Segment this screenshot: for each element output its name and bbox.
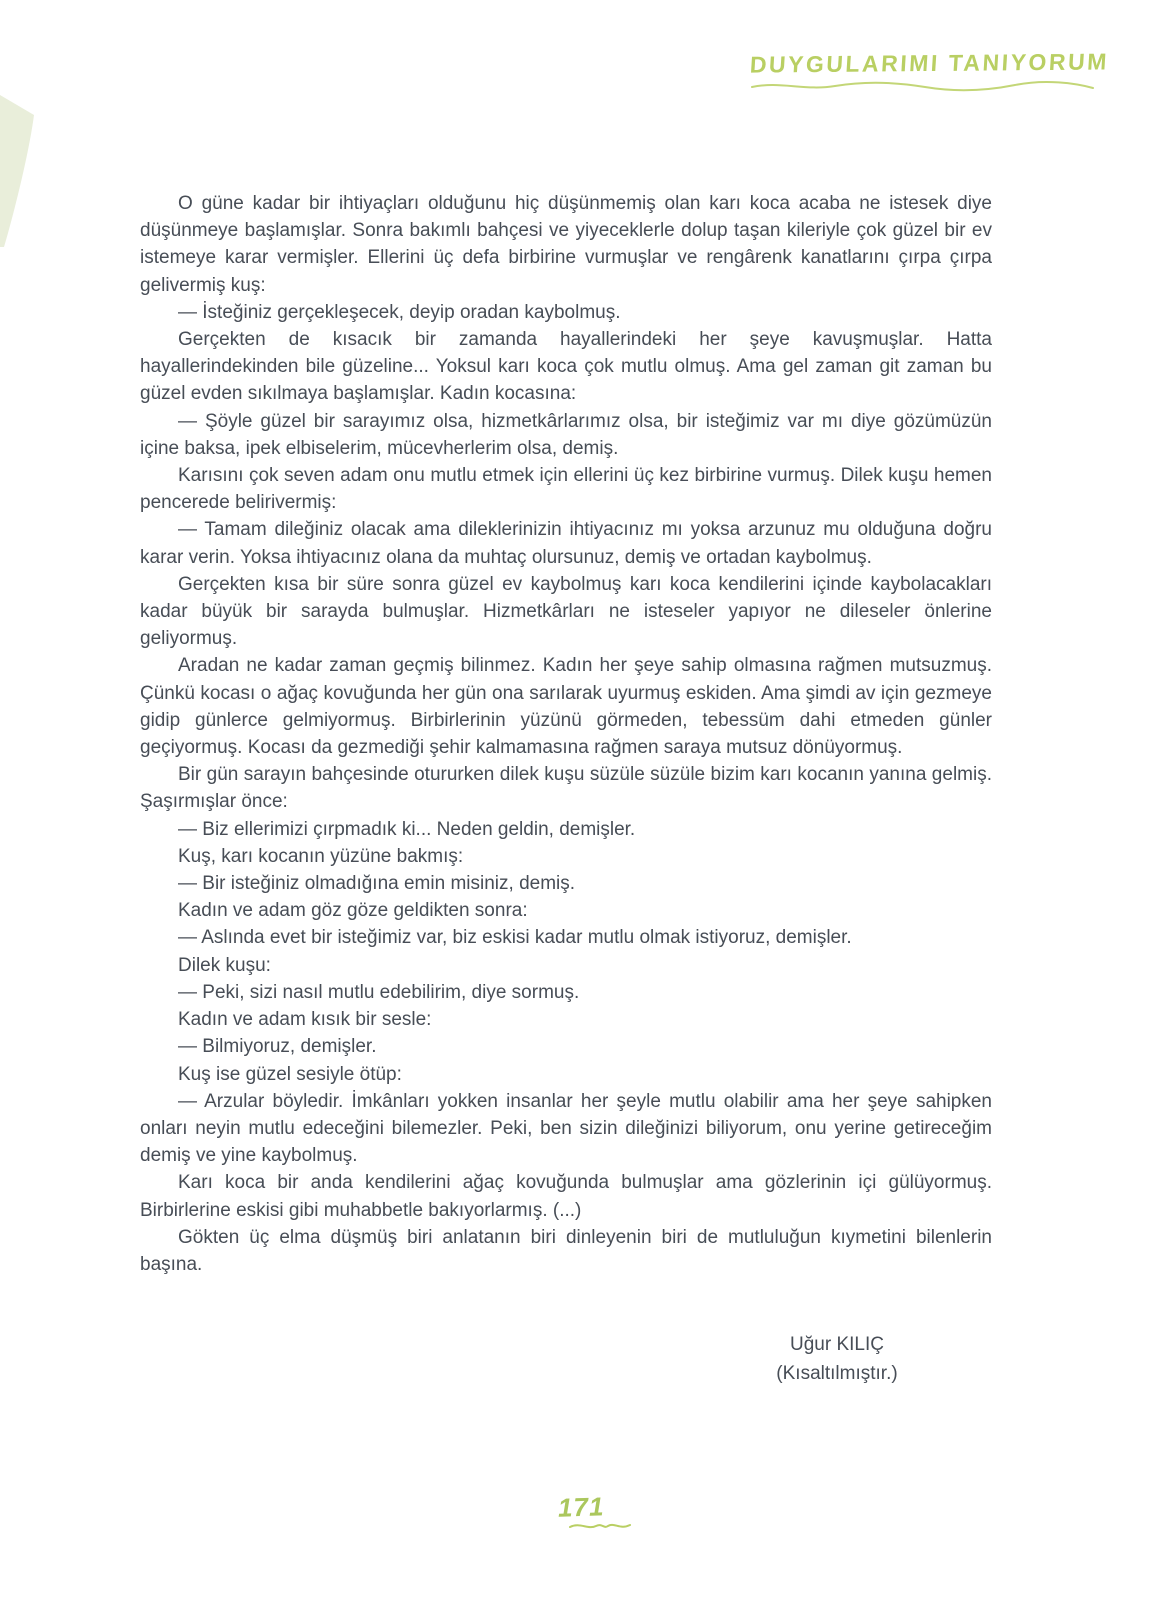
story-body — [140, 190, 992, 1278]
story-paragraph: — Aslında evet bir isteğimiz var, biz eskisi kadar mutlu olmak istiyoruz, demişler. — [178, 927, 852, 949]
story-paragraph: O güne kadar bir ihtiyaçları olduğunu hiç düşünmemiş olan karı koca acaba ne istesek diye düşünmeye başlamışlar. Sonra bakımlı bahçesi ve yiyeceklerle dolup taşan kileriyle çok güzel bir ev istemeye karar vermişler. Ellerini üç defa birbirine vurmuşlar ve rengârenk kanatlarını çırpa çırpa gelivermiş kuş: — [140, 193, 992, 296]
page-edge-decoration — [0, 95, 36, 247]
story-paragraph: Karısını çok seven adam onu mutlu etmek için ellerini üç kez birbirine vurmuş. Dilek kuşu hemen pencerede belirivermiş: — [140, 465, 992, 514]
author-name: Uğur KILIÇ — [790, 1334, 884, 1356]
story-paragraph: Kadın ve adam kısık bir sesle: — [178, 1009, 432, 1031]
page-number: 171 — [557, 1491, 606, 1523]
story-paragraph: — Tamam dileğiniz olacak ama dileklerinizin ihtiyacınız mı yoksa arzunuz mu olduğuna doğru karar verin. Yoksa ihtiyacınız olana da muhtaç olursunuz, demiş ve ortadan kaybolmuş. — [140, 519, 992, 568]
story-paragraph: Kuş ise güzel sesiyle ötüp: — [178, 1063, 402, 1085]
story-paragraph: Gerçekten kısa bir süre sonra güzel ev kaybolmuş karı koca kendilerini içinde kaybolacakları kadar büyük bir sarayda bulmuşlar. Hizmetkârları ne isteseler yapıyor ne dileseler önlerine geliyormuş. — [140, 573, 992, 650]
story-paragraph: — Bilmiyoruz, demişler. — [178, 1036, 377, 1058]
story-text — [140, 190, 992, 1388]
story-paragraph: — Bir isteğiniz olmadığına emin misiniz, demiş. — [178, 873, 576, 895]
story-paragraph: — Şöyle güzel bir sarayımız olsa, hizmetkârlarımız olsa, bir isteğimiz var mı diye gözümüzün içine baksa, ipek elbiselerim, mücevherlerim olsa, demiş. — [140, 410, 992, 459]
story-paragraph: — Peki, sizi nasıl mutlu edebilirim, diye sormuş. — [178, 981, 580, 1003]
abridged-note: (Kısaltılmıştır.) — [776, 1363, 898, 1385]
story-paragraph: — Biz ellerimizi çırpmadık ki... Neden geldin, demişler. — [178, 818, 636, 840]
story-paragraph: Gökten üç elma düşmüş biri anlatanın biri dinleyenin biri de mutluluğun kıymetini bilenlerin başına. — [140, 1226, 992, 1275]
story-paragraph: Aradan ne kadar zaman geçmiş bilinmez. Kadın her şeye sahip olmasına rağmen mutsuzmuş. Çünkü kocası o ağaç kovuğunda her gün ona sarılarak uyurmuş eskiden. Ama şimdi av için gezmeye gidip günlerce gelmiyormuş. Birbirlerinin yüzünü görmeden, tebessüm dahi etmeden günler geçiyormuş. Kocası da gezmediği şehir kalmamasına rağmen saraya mutsuz dönüyormuş. — [140, 655, 992, 759]
story-paragraph: Bir gün sarayın bahçesinde otururken dilek kuşu süzüle süzüle bizim karı kocanın yanına gelmiş. Şaşırmışlar önce: — [140, 764, 992, 813]
chapter-title: DUYGULARIMI TANIYORUM — [749, 48, 1110, 78]
story-paragraph: Karı koca bir anda kendilerini ağaç kovuğunda bulmuşlar ama gözlerinin içi gülüyormuş. Birbirlerine eskisi gibi muhabbetle bakıyorlarmış. (...) — [140, 1172, 992, 1221]
story-paragraph: Dilek kuşu: — [178, 954, 271, 976]
story-paragraph: Gerçekten de kısacık bir zamanda hayallerindeki her şeye kavuşmuşlar. Hatta hayallerindekinden bile güzeline... Yoksul karı koca çok mutlu olmuş. Ama gel zaman git zaman bu güzel evden sıkılmaya başlamışlar. Kadın kocasına: — [140, 329, 992, 405]
page-footer — [0, 1492, 1163, 1537]
story-paragraph: — Arzular böyledir. İmkânları yokken insanlar her şeyle mutlu olabilir ama her şeye sahipken onları neyin mutlu edeceğini bilemezler. Peki, ben sizin dileğinizi biliyorum, onu yerine getireceğim demiş ve yine kaybolmuş. — [140, 1090, 992, 1167]
header-underline-decoration — [750, 79, 1095, 93]
story-paragraph: Kuş, karı kocanın yüzüne bakmış: — [178, 845, 464, 867]
page-number-decoration — [568, 1519, 632, 1533]
story-paragraph: Kadın ve adam göz göze geldikten sonra: — [178, 900, 528, 922]
page-header — [749, 48, 1110, 93]
story-paragraph: — İsteğiniz gerçekleşecek, deyip oradan kaybolmuş. — [178, 301, 621, 323]
author-block — [722, 1330, 952, 1388]
